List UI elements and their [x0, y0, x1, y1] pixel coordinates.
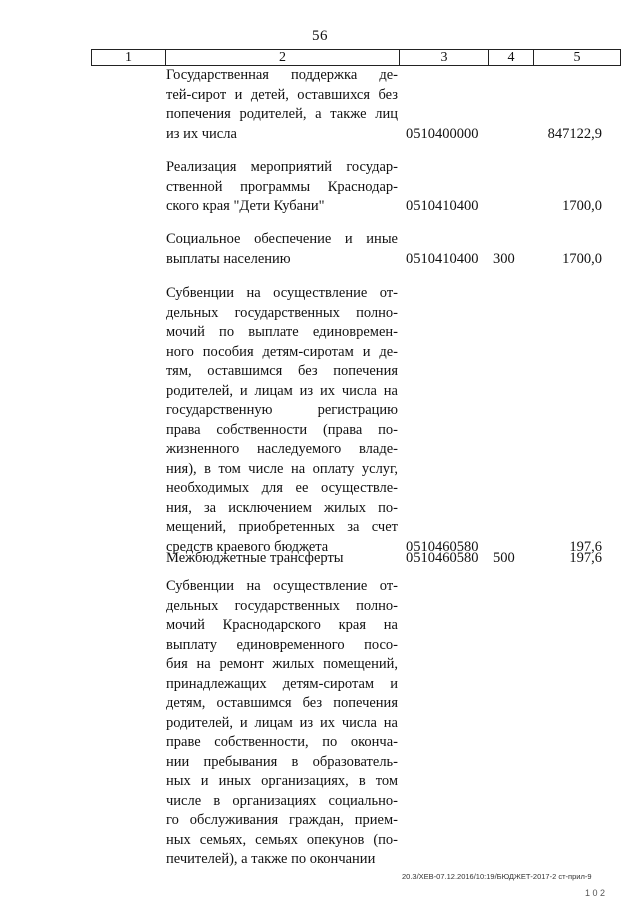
page-number: 56 [312, 28, 328, 44]
row-description: Субвенции на осуществление от- дельных государственных полно- мочий по выплате единовремен- ного пособия детям-сиротам и де- тям, оставшимся без попечения родителей, и лицам из их числа на государственную регистрацию права собственности (права по- жизненного наследуемого владе- ния), в том числе на оплату услуг, необходимых для ее осуществле- ния, за исключением жилых по- мещений, приобретенных за счет средств краевого бюджета [166, 285, 398, 555]
row-amount: 197,6 [569, 550, 602, 566]
row-description: Государственная поддержка де- тей-сирот и детей, оставшихся без попечения родителей, а также лиц из их числа [166, 67, 398, 142]
column-header-row [91, 49, 621, 66]
column-header-5: 5 [573, 50, 581, 65]
row-amount: 1700,0 [562, 198, 602, 214]
row-description: Реализация мероприятий государ- ственной программы Краснодар- ского края "Дети Кубани" [166, 159, 398, 214]
row-code: 0510460580 [406, 550, 479, 566]
row-amount: 847122,9 [547, 125, 602, 142]
column-header-1: 1 [92, 50, 166, 65]
row-code: 0510410400 [406, 250, 479, 267]
column-header-4: 4 [489, 50, 534, 65]
row-amount: 197,6 [569, 538, 602, 555]
row-kind: 300 [493, 250, 515, 267]
row-description: Социальное обеспечение и иные выплаты населению [166, 231, 398, 267]
footer-mark: 1 0 2 [585, 888, 606, 898]
column-header-3: 3 [400, 50, 489, 65]
row-description: Субвенции на осуществление от- дельных государственных полно- мочий Краснодарского края на выплату единовременного посо- бия на ремонт жилых помещений, принадлежащих детям-сиротам и детям, оставшимся без попечения родителей, и лицам из их числа на праве собственности, по оконча- нии пребывания в образователь- ных и иных организациях, в том числе в организациях социально- го обслуживания граждан, прием- ных семьях, семьях опекунов (по- печителей), а также по окончании [166, 578, 398, 867]
row-kind: 500 [493, 550, 515, 566]
row-code: 0510410400 [406, 198, 479, 214]
column-header-2: 2 [166, 50, 400, 65]
row-code: 0510460580 [406, 538, 479, 555]
row-description: Межбюджетные трансферты [166, 550, 344, 566]
row-code: 0510400000 [406, 125, 479, 142]
footer-stamp: 20.3/ХЕВ-07.12.2016/10:19/БЮДЖЕТ-2017-2 ст-прил-9 [402, 872, 592, 881]
row-amount: 1700,0 [562, 250, 602, 267]
